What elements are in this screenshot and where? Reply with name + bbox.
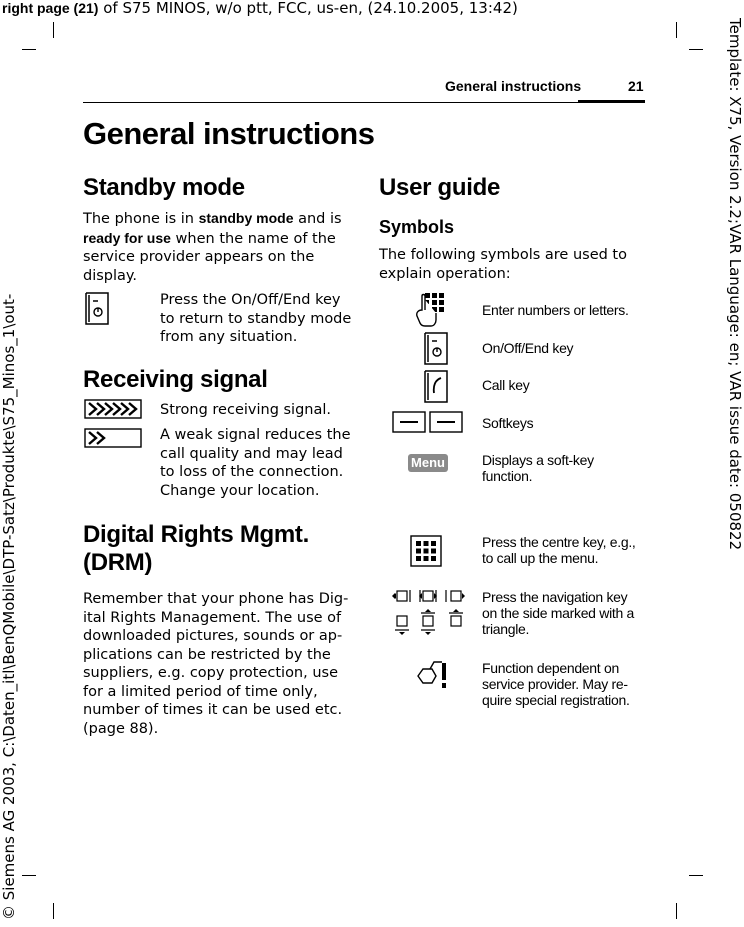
drm-heading-line2: (DRM) bbox=[83, 549, 153, 576]
running-head-title: General instructions bbox=[445, 78, 582, 94]
header-rule-accent bbox=[578, 100, 645, 103]
signal-heading: Receiving signal bbox=[83, 366, 268, 393]
print-meta-rest: of S75 MINOS, w/o ptt, FCC, us-en, (24.10.2005, 13:42) bbox=[98, 0, 518, 17]
menu-softkey-description: Displays a soft-key function. bbox=[482, 452, 594, 484]
strong-signal-icon bbox=[84, 399, 142, 419]
provider-function-description: Function dependent on service provider. May re-quire special registration. bbox=[482, 660, 630, 708]
navigation-key-description: Press the navigation key on the side marked with a triangle. bbox=[482, 589, 635, 637]
drm-paragraph: Remember that your phone has Dig-ital Rights Management. The use of downloaded pictures, sounds or ap-plications can be restricted by the suppliers, e.g. copy protection, use for a limited period of time only, number of times it can be used etc. (page 88). bbox=[83, 591, 349, 737]
crop-mark bbox=[53, 903, 54, 919]
softkeys-label: Softkeys bbox=[482, 415, 534, 431]
standby-text-1: The phone is in bbox=[83, 211, 194, 227]
user-guide-heading: User guide bbox=[379, 174, 501, 201]
symbols-heading: Symbols bbox=[379, 217, 455, 237]
drm-heading-line1: Digital Rights Mgmt. bbox=[83, 521, 309, 548]
crop-mark bbox=[22, 875, 36, 876]
crop-mark bbox=[676, 22, 677, 38]
header-rule bbox=[83, 102, 645, 103]
centre-key-description: Press the centre key, e.g., to call up the menu. bbox=[482, 534, 636, 566]
page-title: General instructions bbox=[83, 116, 375, 151]
standby-bold-2: ready for use bbox=[83, 229, 171, 246]
print-meta-bold: right page (21) bbox=[2, 0, 99, 16]
crop-mark bbox=[689, 49, 703, 50]
print-meta-line bbox=[2, 0, 518, 17]
navigation-key-icon bbox=[393, 588, 465, 636]
weak-signal-text: A weak signal reduces the call quality and may lead to loss of the connection. Change your location. bbox=[160, 427, 351, 499]
crop-mark bbox=[53, 22, 54, 38]
weak-signal-icon bbox=[84, 428, 142, 448]
keypad-icon bbox=[413, 292, 447, 328]
copyright-side-text: © Siemens AG 2003, C:\Daten_itl\BenQMobile\DTP-Satz\Produkte\S75_Minos_1\out- bbox=[0, 293, 18, 920]
menu-softkey-icon bbox=[408, 454, 448, 472]
standby-paragraph bbox=[83, 209, 353, 285]
end-key-icon bbox=[423, 330, 451, 366]
end-key-label: On/Off/End key bbox=[482, 340, 574, 356]
drm-heading bbox=[83, 521, 309, 577]
call-key-icon bbox=[423, 368, 451, 404]
template-side-label: Template: X75, Version 2.2;VAR Language: en; VAR issue date: 050822 bbox=[726, 18, 744, 551]
call-key-label: Call key bbox=[482, 377, 530, 393]
crop-mark bbox=[676, 903, 677, 919]
standby-bold-1: standby mode bbox=[198, 210, 294, 226]
template-side-text bbox=[708, 18, 744, 578]
keypad-description: Enter numbers or letters. bbox=[482, 302, 629, 318]
symbols-intro: The following symbols are used to explain operation: bbox=[379, 247, 627, 282]
crop-mark bbox=[689, 875, 703, 876]
standby-heading: Standby mode bbox=[83, 174, 245, 201]
centre-key-icon bbox=[410, 535, 442, 567]
crop-mark bbox=[22, 49, 36, 50]
end-key-icon bbox=[84, 290, 112, 326]
standby-text-2: and is bbox=[298, 211, 342, 227]
page-number: 21 bbox=[628, 78, 644, 94]
provider-function-icon bbox=[415, 660, 451, 692]
softkeys-icon bbox=[392, 410, 464, 434]
menu-softkey-label: Menu bbox=[408, 454, 448, 472]
end-key-description: Press the On/Off/End key to return to standby mode from any situation. bbox=[160, 292, 352, 345]
strong-signal-text: Strong receiving signal. bbox=[160, 402, 332, 418]
standby-text-3: when the name of the service provider appears on the display. bbox=[83, 230, 336, 284]
